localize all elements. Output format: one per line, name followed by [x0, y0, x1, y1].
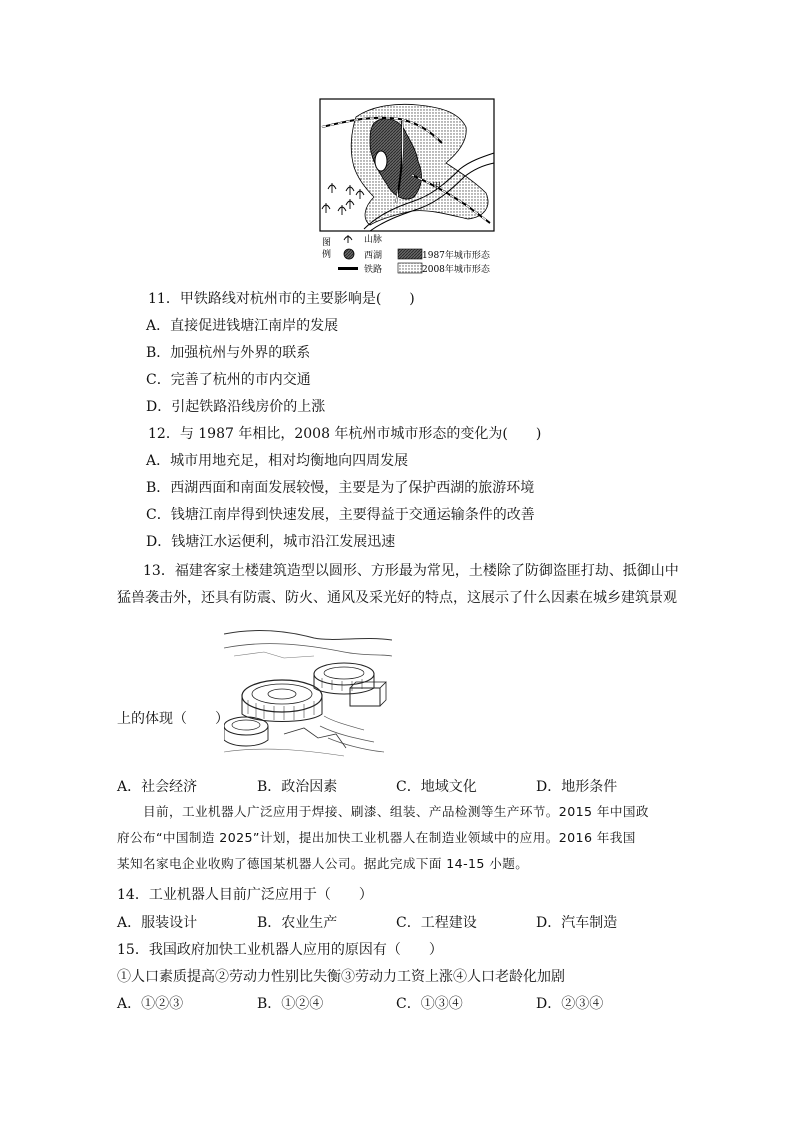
legend-2008-icon: [398, 263, 422, 273]
map-place-jia: 甲: [432, 182, 442, 192]
q12-option-d: D．钱塘江水运便利，城市沿江发展迅速: [146, 534, 396, 550]
q13-option-c: C．地域文化: [396, 779, 477, 795]
legend-lake-label: 西湖: [364, 251, 383, 261]
q13-option-b: B．政治因素: [257, 779, 338, 795]
q14-stem: 14．工业机器人目前广泛应用于（ ）: [117, 887, 373, 903]
legend-1987-label: 1987年城市形态: [422, 251, 490, 261]
q11-option-a: A．直接促进钱塘江南岸的发展: [146, 318, 339, 334]
q13-stem-line3: 上的体现（ ）: [117, 711, 229, 727]
q13-option-a: A．社会经济: [117, 779, 198, 795]
q11-stem: 11．甲铁路线对杭州市的主要影响是( ): [148, 291, 415, 307]
q14-option-d: D．汽车制造: [536, 915, 618, 931]
west-lake: [375, 151, 387, 171]
q12-option-a: A．城市用地充足，相对均衡地向四周发展: [146, 453, 409, 469]
q11-option-c: C．完善了杭州的市内交通: [146, 372, 311, 388]
q15-option-b: B．①②④: [257, 996, 324, 1012]
legend-lake-icon: [344, 249, 354, 259]
q11-option-b: B．加强杭州与外界的联系: [146, 345, 311, 361]
legend-railway-label: 铁路: [364, 265, 383, 275]
legend-mountain-label: 山脉: [364, 235, 383, 245]
tulou-illustration: [224, 626, 392, 758]
q14-option-c: C．工程建设: [396, 915, 477, 931]
q15-option-c: C．①③④: [396, 996, 463, 1012]
legend-2008-label: 2008年城市形态: [422, 265, 490, 275]
q11-option-d: D．引起铁路沿线房价的上涨: [146, 399, 326, 415]
q13-option-d: D．地形条件: [536, 779, 618, 795]
legend-1987-icon: [398, 249, 422, 259]
q13-stem-line1: 13．福建客家土楼建筑造型以圆形、方形最为常见，土楼除了防御盗匪打劫、抵御山中: [143, 563, 679, 579]
q15-items: ①人口素质提高②劳动力性别比失衡③劳动力工资上涨④人口老龄化加剧: [117, 969, 565, 985]
material-line3: 某知名家电企业收购了德国某机器人公司。据此完成下面 14-15 小题。: [117, 856, 529, 871]
q12-option-c: C．钱塘江南岸得到快速发展，主要得益于交通运输条件的改善: [146, 507, 535, 523]
q12-option-b: B．西湖西面和南面发展较慢，主要是为了保护西湖的旅游环境: [146, 480, 535, 496]
q12-stem: 12．与 1987 年相比，2008 年杭州市城市形态的变化为( ): [148, 426, 542, 442]
q15-option-a: A．①②③: [117, 996, 184, 1012]
legend-title-2: 例: [322, 250, 332, 260]
q13-stem-line2: 猛兽袭击外，还具有防震、防火、通风及采光好的特点，这展示了什么因素在城乡建筑景观: [117, 590, 677, 606]
material-line2: 府公布“中国制造 2025”计划，提出加快工业机器人在制造业领域中的应用。2016 年我国: [117, 830, 636, 845]
hangzhou-map-figure: [318, 97, 508, 277]
q15-stem: 15．我国政府加快工业机器人应用的原因有（ ）: [117, 942, 443, 958]
legend-railway-icon: [338, 267, 358, 270]
legend-title-1: 图: [322, 238, 332, 248]
map-legend: [322, 233, 491, 275]
material-line1: 目前，工业机器人广泛应用于焊接、刷漆、组装、产品检测等生产环节。2015 年中国政: [143, 804, 649, 819]
legend-mountain-icon: [344, 235, 352, 243]
q15-option-d: D．②③④: [536, 996, 604, 1012]
q14-option-a: A．服装设计: [117, 915, 198, 931]
q14-option-b: B．农业生产: [257, 915, 338, 931]
